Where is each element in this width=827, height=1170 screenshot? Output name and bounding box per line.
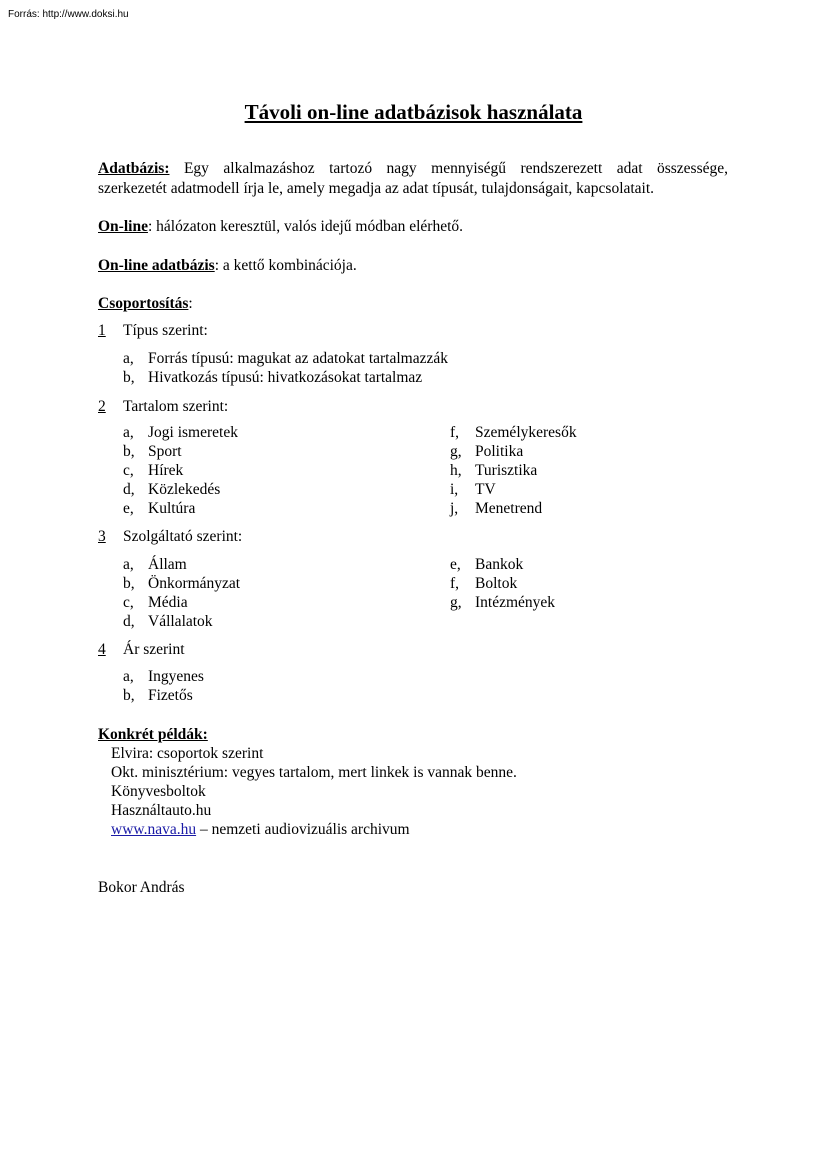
definition-online-database-text: : a kettő kombinációja. [214, 257, 357, 274]
author-name: Bokor András [98, 879, 185, 896]
list-item: b, Önkormányzat [123, 575, 241, 592]
list-item: d, Közlekedés [123, 481, 221, 498]
nava-link[interactable]: www.nava.hu [111, 821, 197, 838]
examples-heading: Konkrét példák: [98, 726, 208, 743]
term-online: On-line [98, 218, 148, 235]
group-number: 3 [98, 528, 106, 545]
list-item: j, Menetrend [450, 500, 543, 517]
group-title: Szolgáltató szerint: [123, 528, 243, 545]
example-item: Használtauto.hu [111, 802, 212, 819]
list-item: i, TV [450, 481, 496, 498]
list-item: a, Ingyenes [123, 668, 204, 685]
group-title: Tartalom szerint: [123, 398, 229, 415]
nava-link-description: – nemzeti audiovizuális archivum [196, 821, 410, 838]
list-item: a, Jogi ismeretek [123, 424, 238, 441]
term-grouping: Csoportosítás [98, 295, 189, 312]
grouping-heading-suffix: : [188, 295, 193, 312]
example-item: Okt. minisztérium: vegyes tartalom, mert linkek is vannak benne. [111, 764, 517, 781]
source-url: Forrás: http://www.doksi.hu [8, 9, 129, 20]
list-item: d, Vállalatok [123, 613, 213, 630]
term-online-database: On-line adatbázis [98, 257, 215, 274]
definition-online-text: : hálózaton keresztül, valós idejű módban elérhető. [147, 218, 464, 235]
group-number: 4 [98, 641, 106, 658]
list-item: b, Sport [123, 443, 182, 460]
group-number: 1 [98, 322, 106, 339]
list-item: a, Állam [123, 556, 187, 573]
definition-database-line2: szerkezetét adatmodell írja le, amely megadja az adat típusát, tulajdonságait, kapcsolatait. [98, 180, 655, 197]
list-item: a, Forrás típusú: magukat az adatokat tartalmazzák [123, 350, 448, 367]
definition-online-database [98, 256, 357, 275]
definition-database-line1 [98, 159, 728, 178]
grouping-heading [98, 294, 193, 313]
list-item: b, Hivatkozás típusú: hivatkozásokat tartalmaz [123, 369, 423, 386]
list-item: f, Boltok [450, 575, 518, 592]
page-title: Távoli on-line adatbázisok használata [244, 100, 583, 124]
list-item: h, Turisztika [450, 462, 538, 479]
list-item: g, Intézmények [450, 594, 556, 611]
list-item: c, Hírek [123, 462, 184, 479]
example-item-nava [111, 820, 410, 839]
group-number: 2 [98, 398, 106, 415]
list-item: f, Személykeresők [450, 424, 577, 441]
list-item: e, Kultúra [123, 500, 196, 517]
list-item: e, Bankok [450, 556, 524, 573]
definition-online [98, 217, 463, 236]
example-item: Elvira: csoportok szerint [111, 745, 264, 762]
definition-database-text: Egy alkalmazáshoz tartozó nagy mennyiségű rendszerezett adat összessége, [183, 160, 728, 177]
term-database: Adatbázis: [98, 160, 170, 177]
group-title: Típus szerint: [123, 322, 208, 339]
list-item: g, Politika [450, 443, 524, 460]
list-item: c, Média [123, 594, 188, 611]
group-title: Ár szerint [123, 641, 185, 658]
example-item: Könyvesboltok [111, 783, 206, 800]
list-item: b, Fizetős [123, 687, 193, 704]
